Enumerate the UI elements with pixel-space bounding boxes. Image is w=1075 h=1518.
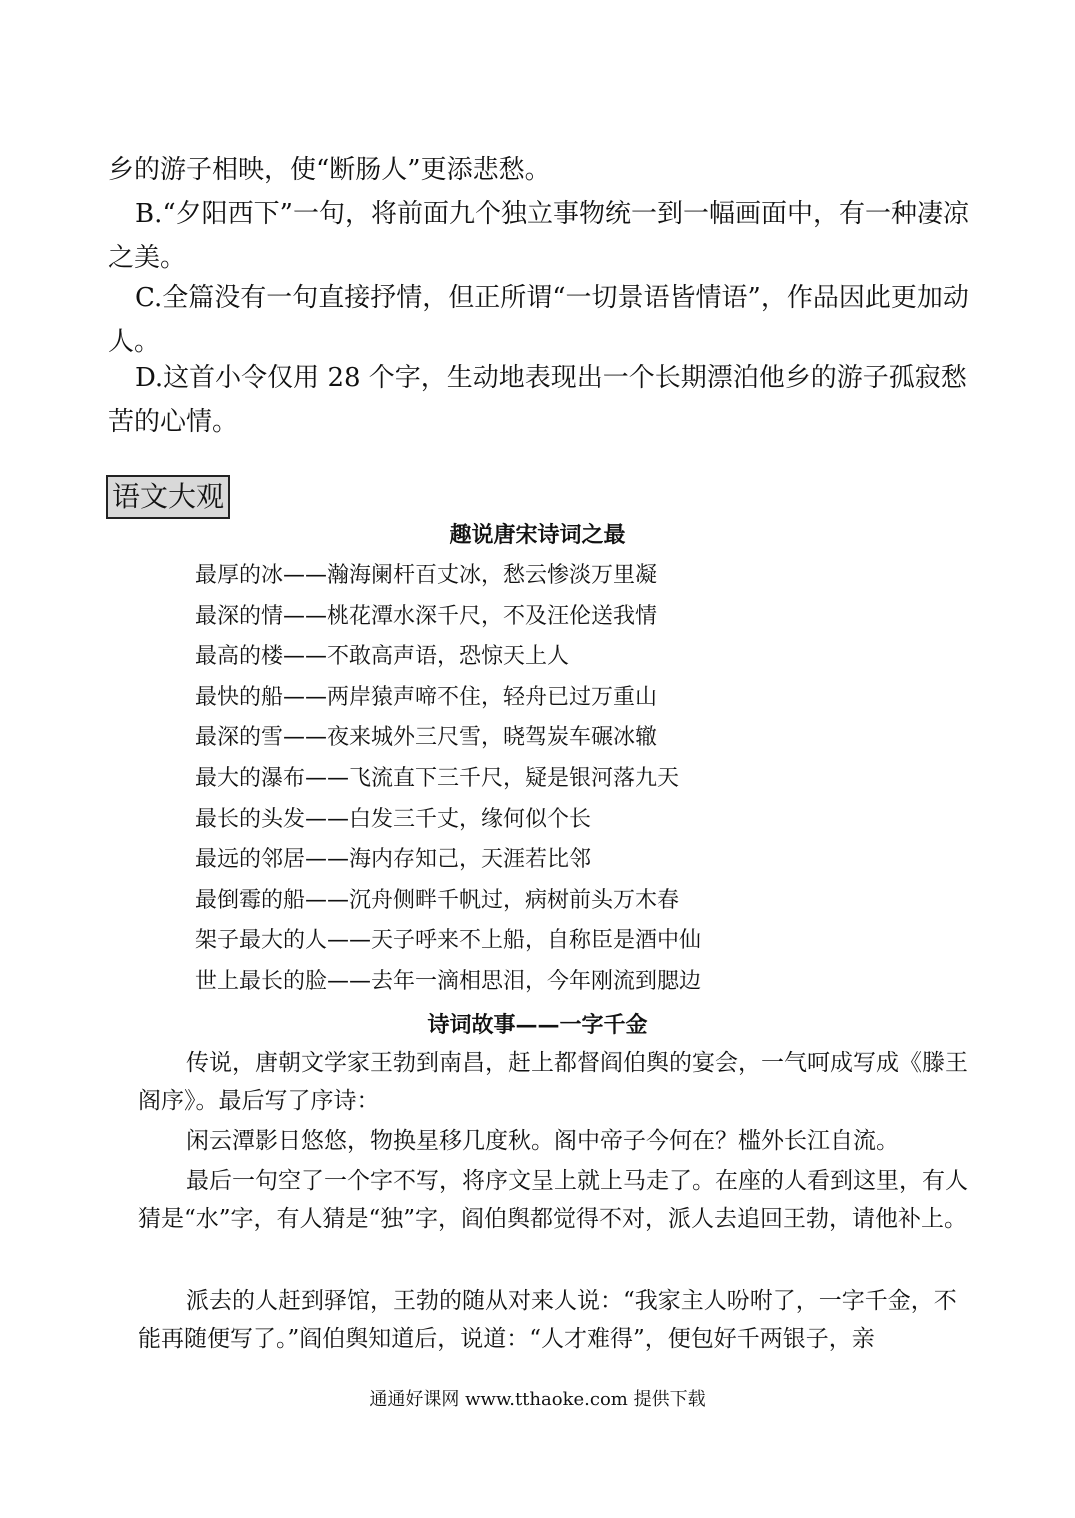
list-item: 最厚的冰——瀚海阑杆百丈冰，愁云惨淡万里凝 <box>195 563 658 588</box>
story-paragraph-1: 传说，唐朝文学家王勃到南昌，赶上都督阎伯舆的宴会，一气呵成写成《滕王阁序》。最后写了序诗： <box>138 1050 968 1114</box>
story-paragraph-3: 派去的人赶到驿馆，王勃的随从对来人说：“我家主人吩咐了，一字千金，不能再随便写了。”阎伯舆知道后，说道：“人才难得”，便包好千两银子，亲 <box>138 1288 957 1352</box>
story-paragraph-2: 最后一句空了一个字不写，将序文呈上就上马走了。在座的人看到这里，有人猜是“水”字，有人猜是“独”字，阎伯舆都觉得不对，派人去追回王勃，请他补上。 <box>138 1168 968 1232</box>
page-footer: 通通好课网 www.tthaoke.com 提供下载 <box>369 1389 706 1410</box>
list-item: 最远的邻居——海内存知己，天涯若比邻 <box>195 847 592 873</box>
superlatives-list <box>195 556 701 1003</box>
option-c: C.全篇没有一句直接抒情，但正所谓“一切景语皆情语”，作品因此更加动人。 <box>108 283 969 357</box>
intro-line: 乡的游子相映，使“断肠人”更添悲愁。 <box>108 155 551 185</box>
option-d: D.这首小令仅用 28 个字，生动地表现出一个长期漂泊他乡的游子孤寂愁苦的心情。 <box>108 363 967 437</box>
section-label: 语文大观 <box>106 475 230 519</box>
list-item: 最长的头发——白发三千丈，缘何似个长 <box>195 806 592 832</box>
list-item: 架子最大的人——天子呼来不上船，自称臣是酒中仙 <box>195 928 702 954</box>
list-item: 世上最长的脸——去年一滴相思泪，今年刚流到腮边 <box>195 968 702 994</box>
option-b: B.“夕阳西下”一句，将前面九个独立事物统一到一幅画面中，有一种凄凉之美。 <box>108 199 969 273</box>
article-title-story: 诗词故事——一字千金 <box>427 1012 648 1038</box>
list-item: 最快的船——两岸猿声啼不住，轻舟已过万重山 <box>195 684 658 710</box>
list-item: 最深的情——桃花潭水深千尺，不及汪伦送我情 <box>195 603 658 629</box>
list-item: 最深的雪——夜来城外三尺雪，晓驾炭车碾冰辙 <box>195 725 658 751</box>
list-item: 最大的瀑布——飞流直下三千尺，疑是银河落九天 <box>195 765 680 791</box>
list-item: 最高的楼——不敢高声语，恐惊天上人 <box>195 644 570 670</box>
article-title-superlatives: 趣说唐宋诗词之最 <box>449 522 626 548</box>
story-poem-line: 闲云潭影日悠悠，物换星移几度秋。阁中帝子今何在？槛外长江自流。 <box>186 1128 899 1154</box>
list-item: 最倒霉的船——沉舟侧畔千帆过，病树前头万木春 <box>195 887 680 913</box>
